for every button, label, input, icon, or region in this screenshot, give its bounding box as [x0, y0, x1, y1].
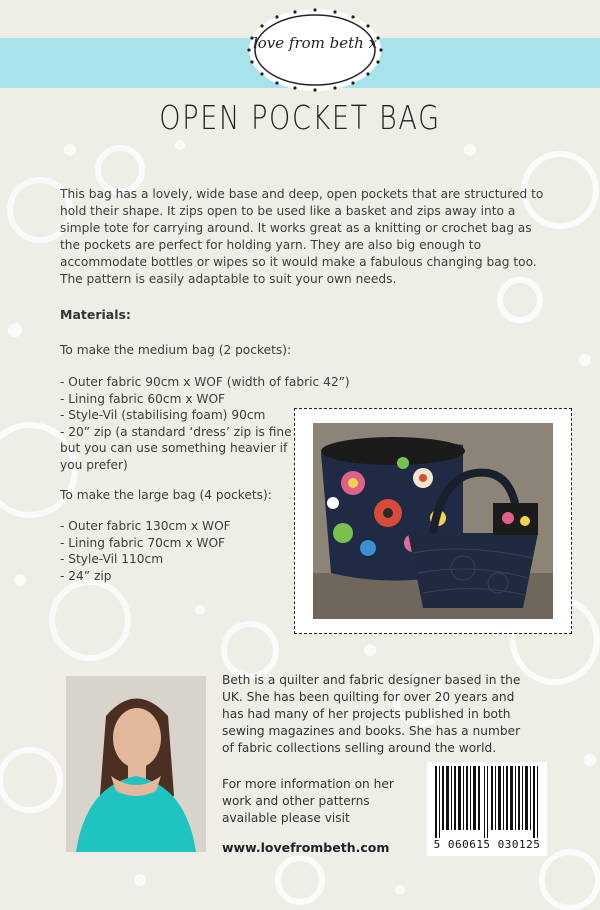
medium-bag-title: To make the medium bag (2 pockets):: [60, 343, 292, 357]
barcode-bars: [427, 766, 547, 838]
author-portrait: [66, 676, 206, 852]
list-item: - 24” zip: [60, 568, 112, 583]
large-bag-title: To make the large bag (4 pockets):: [60, 488, 272, 502]
bag-photo: [313, 423, 553, 619]
list-item: - Outer fabric 130cm x WOF: [60, 519, 231, 533]
more-info-text: For more information on her work and other patterns available please visit: [222, 777, 394, 825]
barcode-number: 5 060615 030125: [433, 838, 541, 851]
list-item: - Lining fabric 60cm x WOF: [60, 391, 226, 406]
page-title: OPEN POCKET BAG: [159, 98, 441, 137]
bag-photo-frame: [294, 408, 572, 634]
list-item: - Outer fabric 90cm x WOF (width of fabric 42”): [60, 375, 350, 389]
materials-heading: Materials:: [60, 307, 131, 322]
intro-paragraph: This bag has a lovely, wide base and deep, open pockets that are structured to hold their shape. It zips open to be used like a basket and zips away into a simple tote for carrying around. It works great as a knitting or crochet bag as the pockets are perfect for holding yarn. They are also big enough to accommodate bottles or wipes so it would make a fabulous changing bag too. The pattern is easily adaptable to suit your own needs.: [60, 187, 544, 286]
list-item: - 20” zip (a standard ‘dress’ zip is fine but you can use something heavier if you prefer): [60, 424, 292, 472]
website-link[interactable]: www.lovefrombeth.com: [222, 840, 390, 855]
logo-text: love from beth x: [252, 34, 378, 52]
large-materials-list: [60, 518, 310, 584]
list-item: - Style-Vil (stabilising foam) 90cm: [60, 408, 266, 422]
author-bio: Beth is a quilter and fabric designer based in the UK. She has been quilting for over 20 years and has had many of her projects published in both sewing magazines and books. She has a number of fabric collections selling around the world.: [222, 673, 521, 755]
list-item: - Style-Vil 110cm: [60, 552, 164, 566]
list-item: - Lining fabric 70cm x WOF: [60, 535, 226, 550]
